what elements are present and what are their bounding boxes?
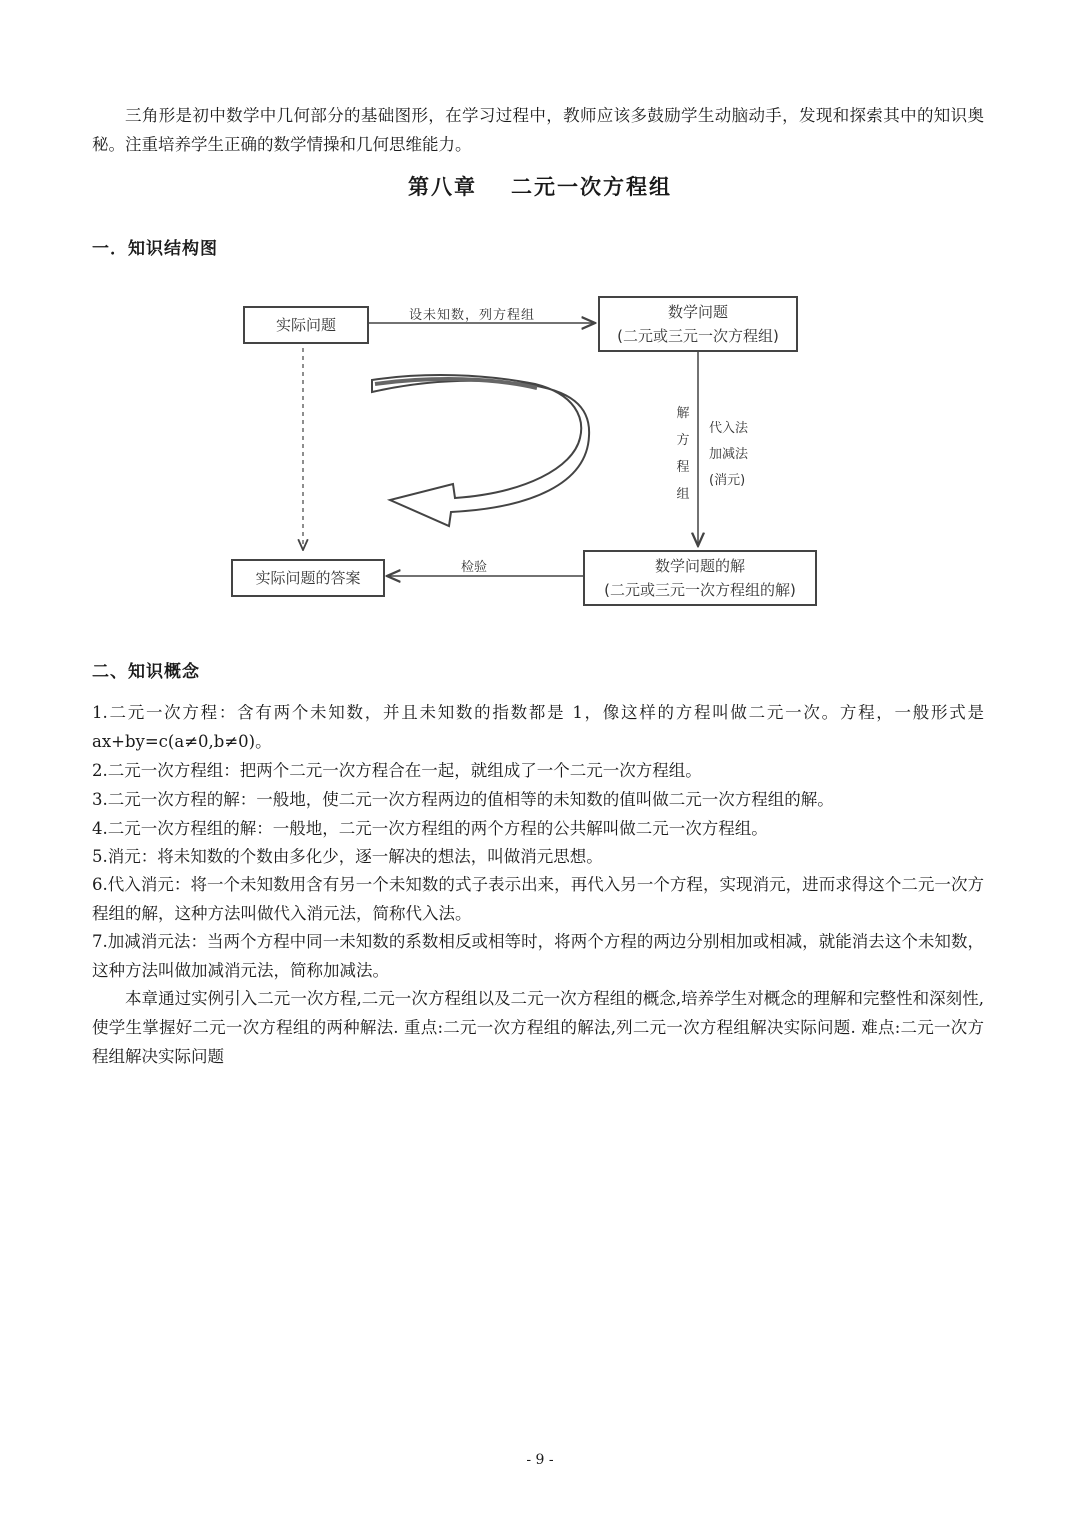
curved-cycle-arrow <box>372 375 589 526</box>
concept-item-7: 7.加减消元法：当两个方程中同一未知数的系数相反或相等时，将两个方程的两边分别相加或相减，就能消去这个未知数，这种方法叫做加减消元法，简称加减法。 <box>92 932 984 980</box>
chapter-number: 第八章 <box>408 175 477 199</box>
chapter-title <box>0 171 1080 201</box>
math-solution-sublabel: (二元或三元一次方程组的解) <box>604 581 796 599</box>
chapter-summary: 本章通过实例引入二元一次方程,二元一次方程组以及二元一次方程组的概念,培养学生对概念的理解和完整性和深刻性,使学生掌握好二元一次方程组的两种解法. 重点:二元一次方程组的解法,列二元一次方程组解决实际问题. 难点:二元一次方程组解决实际问题 <box>92 989 984 1066</box>
intro-paragraph: 三角形是初中数学中几何部分的基础图形，在学习过程中，教师应该多鼓励学生动脑动手，发现和探索其中的知识奥秘。注重培养学生正确的数学情操和几何思维能力。 <box>92 106 984 154</box>
math-problem-label: 数学问题 <box>667 303 728 321</box>
method-elimination: 加减法 <box>709 447 749 462</box>
solve-char-3: 程 <box>676 460 690 475</box>
check-label: 检验 <box>461 560 488 575</box>
concept-item-2: 2.二元一次方程组：把两个二元一次方程合在一起，就组成了一个二元一次方程组。 <box>92 761 702 780</box>
math-problem-sublabel: (二元或三元一次方程组) <box>617 327 779 345</box>
concept-item-3: 3.二元一次方程的解：一般地，使二元一次方程两边的值相等的未知数的值叫做二元一次方程组的解。 <box>92 790 834 809</box>
math-solution-label: 数学问题的解 <box>654 557 745 575</box>
chapter-name: 二元一次方程组 <box>511 175 672 199</box>
method-note: (消元) <box>709 473 746 488</box>
math-problem-box <box>598 296 798 352</box>
page-number: - 9 - <box>526 1452 554 1468</box>
set-unknowns-label: 设未知数，列方程组 <box>409 308 536 323</box>
real-problem-box <box>243 306 369 344</box>
solving-methods-label <box>709 416 748 494</box>
method-substitution: 代入法 <box>709 421 749 436</box>
concept-item-1: 1.二元一次方程：含有两个未知数，并且未知数的指数都是 1，像这样的方程叫做二元一次。方程，一般形式是 ax+by=c(a≠0,b≠0)。 <box>92 703 984 751</box>
real-answer-box <box>231 559 385 597</box>
math-solution-box <box>583 550 817 606</box>
solve-char-4: 组 <box>676 487 690 502</box>
concept-item-6: 6.代入消元：将一个未知数用含有另一个未知数的式子表示出来，再代入另一个方程，实现消元，进而求得这个二元一次方程组的解，这种方法叫做代入消元法，简称代入法。 <box>92 875 984 923</box>
concept-item-5: 5.消元：将未知数的个数由多化少，逐一解决的想法，叫做消元思想。 <box>92 847 603 866</box>
section-heading-concepts: 二、知识概念 <box>92 662 200 682</box>
section-heading-structure: 一．知识结构图 <box>92 239 218 259</box>
solve-char-1: 解 <box>676 406 690 421</box>
knowledge-structure-diagram <box>225 288 825 618</box>
real-problem-label: 实际问题 <box>275 316 336 334</box>
solve-equations-vertical-label <box>674 400 692 508</box>
solve-char-2: 方 <box>676 433 690 448</box>
concept-item-4: 4.二元一次方程组的解：一般地，二元一次方程组的两个方程的公共解叫做二元一次方程组。 <box>92 819 768 838</box>
real-answer-label: 实际问题的答案 <box>255 569 361 587</box>
